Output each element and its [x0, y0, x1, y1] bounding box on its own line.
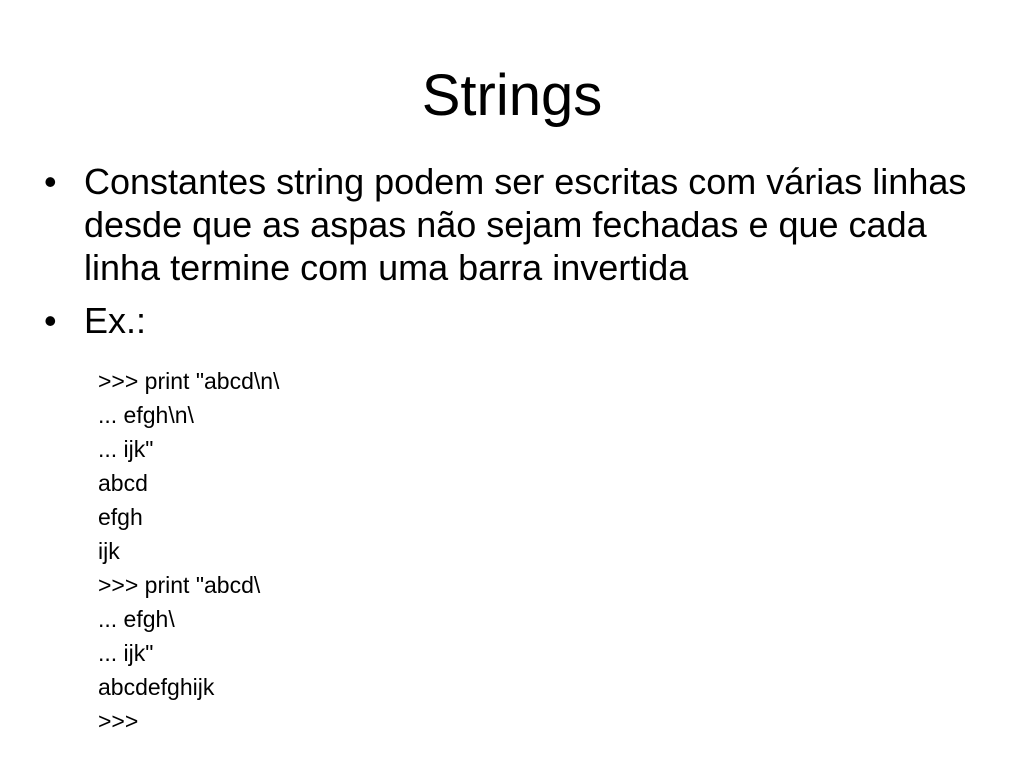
code-line: ... ijk" — [98, 436, 154, 462]
bullet-item — [40, 160, 980, 289]
code-line: >>> — [98, 708, 139, 734]
code-line: ijk — [98, 538, 120, 564]
code-line: abcd — [98, 470, 148, 496]
code-line: efgh — [98, 504, 143, 530]
code-line: ... efgh\n\ — [98, 402, 194, 428]
bullet-text: Constantes string podem ser escritas com várias linhas desde que as aspas não sejam fechadas e que cada linha termine com uma barra invertida — [84, 161, 967, 288]
code-line: abcdefghijk — [98, 674, 215, 700]
code-line: >>> print "abcd\ — [98, 572, 261, 598]
slide-title: Strings — [421, 63, 603, 128]
bullet-text: Ex.: — [84, 300, 147, 341]
bullet-marker: • — [44, 300, 57, 341]
bullet-list — [40, 160, 980, 352]
bullet-item — [40, 299, 980, 342]
code-line: >>> print "abcd\n\ — [98, 368, 280, 394]
code-line: ... ijk" — [98, 640, 154, 666]
code-example — [98, 364, 279, 738]
code-line: ... efgh\ — [98, 606, 175, 632]
bullet-marker: • — [44, 161, 57, 202]
